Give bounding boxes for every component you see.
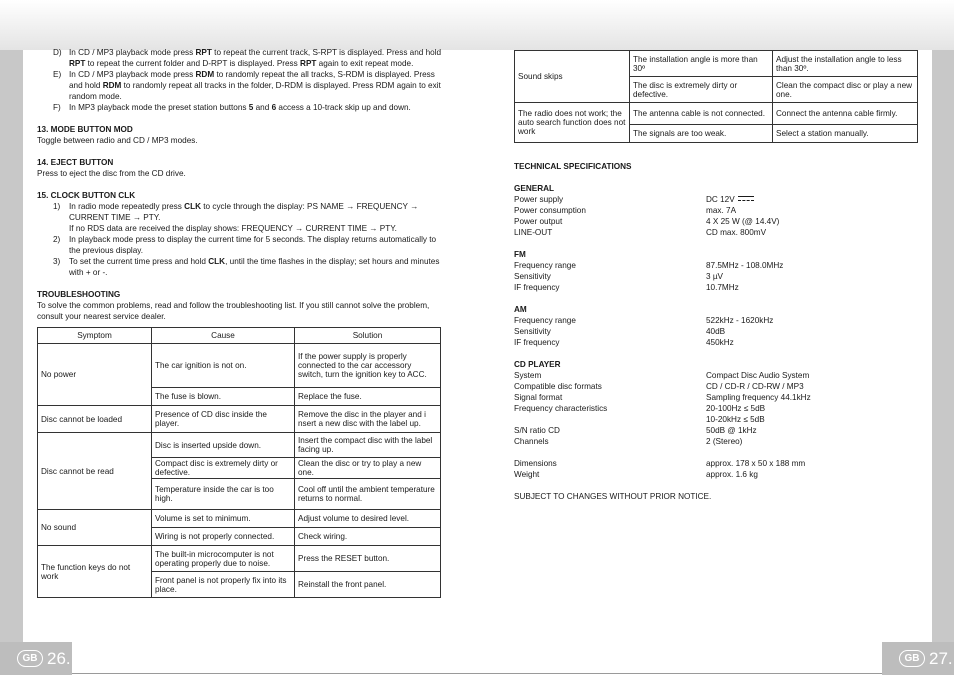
symptom-cell: Sound skips <box>515 51 630 103</box>
solution-cell: Check wiring. <box>295 528 441 546</box>
solution-cell: Connect the antenna cable firmly. <box>773 103 918 125</box>
spec-value <box>706 282 916 293</box>
left-margin-bar <box>0 50 23 642</box>
text-run: , until the time flashes in the display; set hours and minutes with + or -. <box>69 257 440 277</box>
spec-value <box>706 205 916 216</box>
dc-symbol-icon <box>738 196 754 203</box>
list-item <box>37 69 442 102</box>
spec-key: Power consumption <box>514 206 586 215</box>
spec-value <box>706 469 916 480</box>
spec-row <box>514 403 919 425</box>
text-run: again to exit repeat mode. <box>316 59 414 68</box>
spec-key: System <box>514 371 542 380</box>
spec-value-text: 20-100Hz ≤ 5dB <box>706 404 766 413</box>
text-run: In radio mode repeatedly press <box>69 202 185 211</box>
symptom-cell: Disc cannot be loaded <box>38 406 152 433</box>
spec-key: LINE-OUT <box>514 228 553 237</box>
spec-value <box>706 370 916 381</box>
cause-cell: Front panel is not properly fix into its place. <box>152 572 295 598</box>
item-marker: D) <box>53 48 62 57</box>
eject-button-text: Press to eject the disc from the CD drive. <box>37 169 186 178</box>
language-badge: GB <box>17 650 43 667</box>
spec-group-title: GENERAL <box>514 184 555 193</box>
item-marker: 2) <box>53 235 61 244</box>
spec-row <box>514 282 919 293</box>
item-marker: 3) <box>53 257 61 266</box>
spec-group-title: CD PLAYER <box>514 360 561 369</box>
spec-key: Sensitivity <box>514 327 551 336</box>
spec-key: Power supply <box>514 195 564 204</box>
spec-key: Signal format <box>514 393 563 402</box>
solution-cell: Insert the compact disc with the label facing up. <box>295 433 441 458</box>
spec-row <box>514 370 919 381</box>
cause-cell: The antenna cable is not connected. <box>630 103 773 125</box>
solution-cell: Press the RESET button. <box>295 546 441 572</box>
list-item <box>37 234 442 256</box>
spec-value <box>706 216 916 227</box>
spec-row <box>514 260 919 271</box>
solution-cell: Clean the compact disc or play a new one. <box>773 77 918 103</box>
spec-row <box>514 205 919 216</box>
mode-button-title: 13. MODE BUTTON MOD <box>37 125 133 134</box>
spec-row <box>514 381 919 392</box>
spec-value <box>706 381 916 392</box>
symptom-cell: No sound <box>38 510 152 546</box>
spec-value-text: 450kHz <box>706 338 734 347</box>
spec-value <box>706 403 916 425</box>
spec-value-text: max. 7A <box>706 206 737 215</box>
spec-row <box>514 425 919 436</box>
text-run: and <box>253 103 272 112</box>
right-margin-bar <box>932 50 954 642</box>
troubleshooting-title: TROUBLESHOOTING <box>37 290 121 299</box>
text-run: to cycle through the display: PS NAME → FREQUENCY → CURRENT TIME → PTY. <box>69 202 419 222</box>
text-run: In playback mode press to display the current time for 5 seconds. The display returns automatically to the previous display. <box>69 235 437 255</box>
spec-value <box>706 260 916 271</box>
key-label: RPT <box>69 59 86 68</box>
spec-key: Compatible disc formats <box>514 382 602 391</box>
spacer <box>514 447 919 458</box>
spec-value-text: 87.5MHz - 108.0MHz <box>706 261 784 270</box>
cause-cell: Disc is inserted upside down. <box>152 433 295 458</box>
item-text <box>69 103 411 112</box>
spec-value <box>706 326 916 337</box>
spec-value-text: 4 X 25 W (@ 14.4V) <box>706 217 780 226</box>
cause-cell: The fuse is blown. <box>152 388 295 406</box>
troubleshooting-intro: To solve the common problems, read and follow the troubleshooting list. If you still cannot solve the problem, consult your nearest service dealer. <box>37 301 430 321</box>
symptom-cell: The function keys do not work <box>38 546 152 598</box>
cause-cell: The built-in microcomputer is not operating properly due to noise. <box>152 546 295 572</box>
spacer <box>514 293 919 304</box>
text-run: In CD / MP3 playback mode press <box>69 48 196 57</box>
spec-row <box>514 326 919 337</box>
cause-cell: Wiring is not properly connected. <box>152 528 295 546</box>
text-run: to repeat the current track, S-RPT is displayed. Press and hold <box>211 48 442 57</box>
spec-key: Channels <box>514 437 549 446</box>
list-item <box>37 47 442 69</box>
spec-row <box>514 227 919 238</box>
spec-value-text: 10.7MHz <box>706 283 739 292</box>
spec-value-text: 522kHz - 1620kHz <box>706 316 774 325</box>
solution-cell: Replace the fuse. <box>295 388 441 406</box>
spec-value-text: Compact Disc Audio System <box>706 371 810 380</box>
left-page-footer <box>0 642 72 675</box>
spec-row <box>514 194 919 205</box>
cause-cell: The installation angle is more than 30º <box>630 51 773 77</box>
table-header-row <box>38 328 441 344</box>
footer-rule <box>72 673 882 674</box>
text-run: access a 10-track skip up and down. <box>276 103 411 112</box>
clock-list <box>37 201 442 278</box>
cause-cell: The car ignition is not on. <box>152 344 295 388</box>
spacer <box>514 172 919 183</box>
cause-cell: The signals are too weak. <box>630 125 773 143</box>
spec-row <box>514 469 919 480</box>
spec-value <box>706 271 916 282</box>
spec-value-text: approx. 1.6 kg <box>706 470 758 479</box>
right-page-content <box>514 47 919 502</box>
mode-button-text: Toggle between radio and CD / MP3 modes. <box>37 136 198 145</box>
text-run: to repeat the current folder and D-RPT is displayed. Press <box>85 59 301 68</box>
table-row <box>38 510 441 528</box>
list-item <box>37 102 442 113</box>
key-label: CLK <box>208 257 226 266</box>
key-label: RPT <box>195 48 212 57</box>
page-number-left: 26. <box>47 648 71 668</box>
spec-key: Dimensions <box>514 459 557 468</box>
right-page-footer <box>882 642 954 675</box>
spec-value-text: 40dB <box>706 327 726 336</box>
text-run: In MP3 playback mode the preset station buttons <box>69 103 249 112</box>
spec-value-text: 50dB @ 1kHz <box>706 426 757 435</box>
language-badge: GB <box>899 650 925 667</box>
table-row <box>515 103 918 125</box>
text-run: In CD / MP3 playback mode press <box>69 70 196 79</box>
spec-row <box>514 216 919 227</box>
left-page-content <box>37 47 442 598</box>
key-label: RDM <box>102 81 122 90</box>
list-item <box>37 201 442 234</box>
list-item <box>37 256 442 278</box>
spec-row <box>514 271 919 282</box>
spec-row <box>514 458 919 469</box>
spec-value <box>706 194 916 205</box>
spec-value-text: Sampling frequency 44.1kHz <box>706 393 811 402</box>
playback-list <box>37 47 442 113</box>
item-text <box>69 70 441 101</box>
troubleshooting-table <box>37 327 441 598</box>
eject-button-title: 14. EJECT BUTTON <box>37 158 114 167</box>
spec-key: S/N ratio CD <box>514 426 560 435</box>
cause-cell: Presence of CD disc inside the player. <box>152 406 295 433</box>
text-run: To set the current time press and hold <box>69 257 209 266</box>
key-label: RPT <box>300 59 317 68</box>
key-label: CLK <box>184 202 201 211</box>
spec-group-title: AM <box>514 305 527 314</box>
spec-value <box>706 315 916 326</box>
specs-list <box>514 172 919 480</box>
spec-row <box>514 337 919 348</box>
header-symptom: Symptom <box>38 328 152 344</box>
spacer <box>514 238 919 249</box>
spec-key: IF frequency <box>514 283 560 292</box>
solution-cell: Adjust the installation angle to less than 30º. <box>773 51 918 77</box>
item-text <box>69 257 439 277</box>
top-header-band <box>0 0 954 50</box>
spec-key: Frequency characteristics <box>514 404 608 413</box>
key-label: 6 <box>271 103 277 112</box>
key-label: 5 <box>248 103 254 112</box>
table-row <box>515 51 918 77</box>
header-solution: Solution <box>295 328 441 344</box>
spec-row <box>514 315 919 326</box>
spec-key: Sensitivity <box>514 272 551 281</box>
item-text <box>69 48 441 68</box>
solution-cell: Select a station manually. <box>773 125 918 143</box>
header-cause: Cause <box>152 328 295 344</box>
clock-button-title: 15. CLOCK BUTTON CLK <box>37 191 136 200</box>
item-marker: F) <box>53 103 61 112</box>
spec-value-text: approx. 178 x 50 x 188 mm <box>706 459 806 468</box>
spec-key: Weight <box>514 470 540 479</box>
spec-key: Power output <box>514 217 563 226</box>
changes-notice: SUBJECT TO CHANGES WITHOUT PRIOR NOTICE. <box>514 492 712 501</box>
text-run: to randomly repeat all tracks in the folder, D-RDM is displayed. Press RDM again to exit random mode. <box>69 81 441 101</box>
item-marker: E) <box>53 70 62 79</box>
spec-value <box>706 392 916 403</box>
symptom-cell: No power <box>38 344 152 406</box>
troubleshooting-table-continued <box>514 50 918 143</box>
specs-title: TECHNICAL SPECIFICATIONS <box>514 162 632 171</box>
solution-cell: Cool off until the ambient temperature returns to normal. <box>295 479 441 510</box>
spec-value-text: 2 (Stereo) <box>706 437 743 446</box>
spec-row <box>514 436 919 447</box>
cause-cell: Temperature inside the car is too high. <box>152 479 295 510</box>
solution-cell: If the power supply is properly connected to the car accessory switch, turn the ignition key to ACC. <box>295 344 441 388</box>
spec-value <box>706 425 916 436</box>
spacer <box>514 348 919 359</box>
page-number-right: 27. <box>929 648 953 668</box>
spec-value-text: CD / CD-R / CD-RW / MP3 <box>706 382 804 391</box>
spec-value-text: DC 12V <box>706 195 735 204</box>
table-row <box>38 406 441 433</box>
table-row <box>38 433 441 458</box>
spec-key: IF frequency <box>514 338 560 347</box>
spec-value <box>706 458 916 469</box>
symptom-cell: The radio does not work; the auto search function does not work <box>515 103 630 143</box>
cause-cell: The disc is extremely dirty or defective. <box>630 77 773 103</box>
cause-cell: Volume is set to minimum. <box>152 510 295 528</box>
spec-value-text: CD max. 800mV <box>706 228 767 237</box>
spec-key: Frequency range <box>514 261 576 270</box>
spec-value-text: 3 µV <box>706 272 724 281</box>
cause-cell: Compact disc is extremely dirty or defective. <box>152 458 295 479</box>
item-extra-text: If no RDS data are received the display shows: FREQUENCY → CURRENT TIME → PTY. <box>69 224 397 233</box>
key-label: RDM <box>195 70 215 79</box>
solution-cell: Clean the disc or try to play a new one. <box>295 458 441 479</box>
symptom-cell: Disc cannot be read <box>38 433 152 510</box>
spec-value <box>706 436 916 447</box>
spec-value <box>706 337 916 348</box>
item-text <box>69 235 436 255</box>
table-row <box>38 546 441 572</box>
item-text <box>69 202 418 222</box>
table-row <box>38 344 441 388</box>
solution-cell: Adjust volume to desired level. <box>295 510 441 528</box>
spec-group-title: FM <box>514 250 526 259</box>
item-marker: 1) <box>53 202 61 211</box>
spec-key: Frequency range <box>514 316 576 325</box>
spec-value <box>706 227 916 238</box>
spec-value-text: 10-20kHz ≤ 5dB <box>706 415 765 424</box>
spec-row <box>514 392 919 403</box>
solution-cell: Remove the disc in the player and i nsert a new disc with the label up. <box>295 406 441 433</box>
solution-cell: Reinstall the front panel. <box>295 572 441 598</box>
text-run: to randomly repeat the all tracks, S-RDM is displayed. Press and hold <box>69 70 435 90</box>
